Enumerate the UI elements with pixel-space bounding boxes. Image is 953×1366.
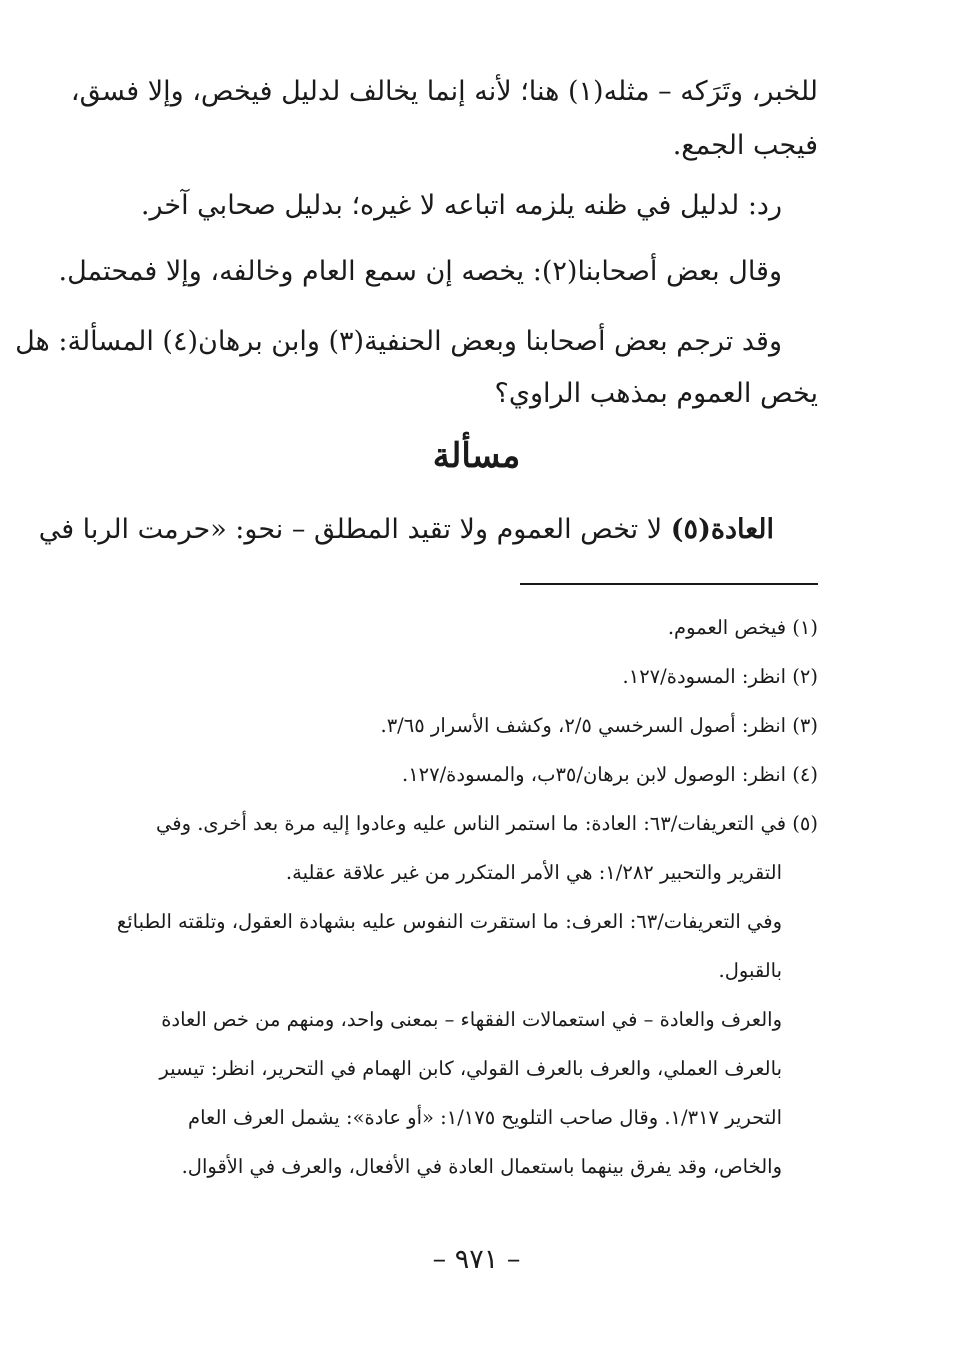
rule-line	[38, 510, 774, 550]
body-line-1: للخبر، وتَرَكه – مثله(١) هنا؛ لأنه إنما يخالف لدليل فيخص، وإلا فسق،	[70, 76, 818, 107]
footnote-5-line-7: التحرير ١/٣١٧. وقال صاحب التلويح ١/١٧٥: «أو عادة»: يشمل العرف العام	[188, 1106, 782, 1129]
rule-term: العادة(٥)	[670, 514, 774, 545]
footnote-5-line-8: والخاص، وقد يفرق بينهما باستعمال العادة في الأفعال، والعرف في الأقوال.	[181, 1155, 782, 1178]
footnote-5-line-3: وفي التعريفات/٦٣: العرف: ما استقرت النفوس عليه بشهادة العقول، وتلقته الطبائع	[116, 910, 782, 933]
footnote-5-line-6: بالعرف العملي، والعرف بالعرف القولي، كابن الهمام في التحرير، انظر: تيسير	[159, 1057, 782, 1080]
rule-text: لا تخص العموم ولا تقيد المطلق – نحو: «حرمت الربا في	[38, 514, 671, 545]
footnote-5-line-2: التقرير والتحبير ١/٢٨٢: هي الأمر المتكرر من غير علاقة عقلية.	[285, 861, 782, 884]
footnote-2: (٢) انظر: المسودة/١٢٧.	[622, 665, 818, 688]
body-line-3: رد: لدليل في ظنه يلزمه اتباعه لا غيره؛ بدليل صحابي آخر.	[140, 190, 782, 221]
body-line-5: وقد ترجم بعض أصحابنا وبعض الحنفية(٣) وابن برهان(٤) المسألة: هل	[15, 326, 782, 357]
body-line-6: يخص العموم بمذهب الراوي؟	[494, 378, 818, 409]
footnote-5-line-4: بالقبول.	[718, 959, 782, 982]
footnote-3: (٣) انظر: أصول السرخسي ٢/٥، وكشف الأسرار ٣/٦٥.	[380, 714, 818, 737]
footnote-divider	[520, 583, 818, 585]
footnote-4: (٤) انظر: الوصول لابن برهان/٣٥ب، والمسودة/١٢٧.	[401, 763, 818, 786]
page-number: – ٩٧١ –	[432, 1244, 521, 1275]
footnote-5: (٥) في التعريفات/٦٣: العادة: ما استمر الناس عليه وعادوا إليه مرة بعد أخرى. وفي	[156, 812, 818, 835]
body-line-4: وقال بعض أصحابنا(٢): يخصه إن سمع العام وخالفه، وإلا فمحتمل.	[58, 256, 782, 287]
footnote-5-line-5: والعرف والعادة – في استعمالات الفقهاء – بمعنى واحد، ومنهم من خص العادة	[161, 1008, 782, 1031]
body-line-2: فيجب الجمع.	[672, 130, 818, 161]
footnote-1: (١) فيخص العموم.	[667, 616, 818, 639]
section-heading: مسألة	[432, 436, 521, 476]
